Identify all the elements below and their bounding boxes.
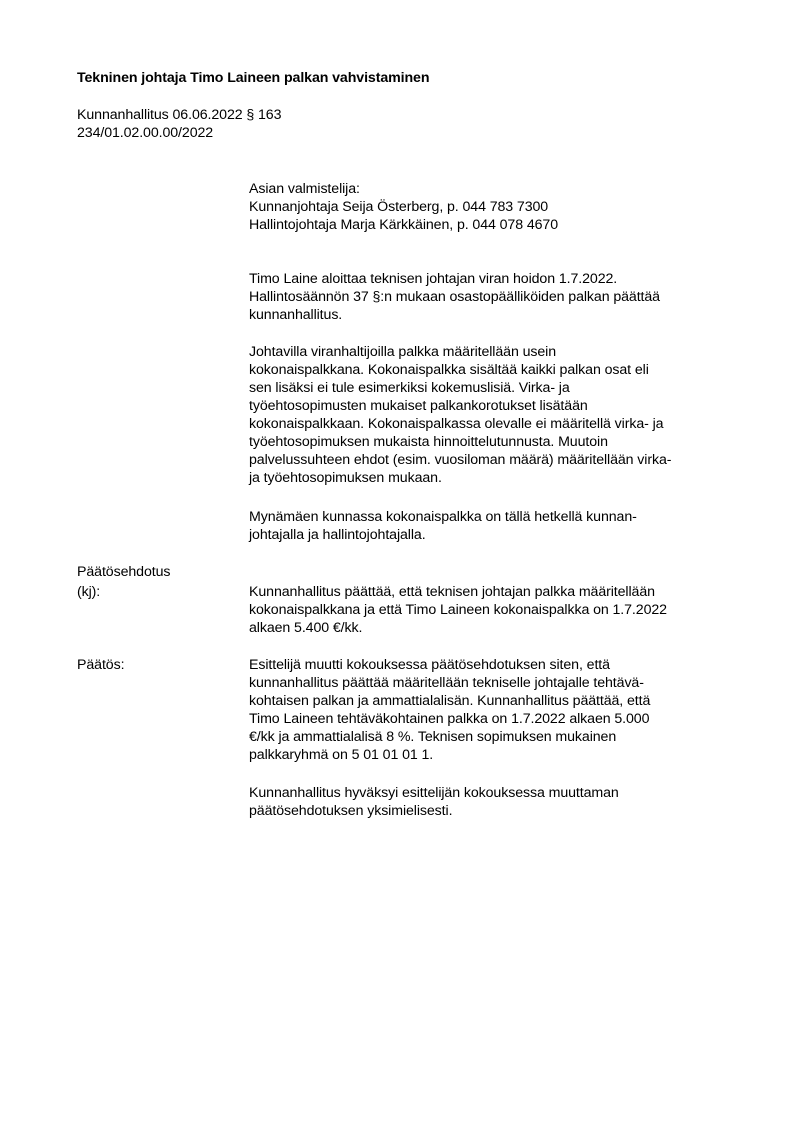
text-line: alkaen 5.400 €/kk. [249,620,363,636]
preparer-line: Kunnanjohtaja Seija Österberg, p. 044 783 7300 [249,199,549,215]
record-number: 234/01.02.00.00/2022 [77,125,214,141]
text-line: Mynämäen kunnassa kokonaispalkka on tällä hetkellä kunnan- [249,509,637,525]
text-line: kunnanhallitus päättää määritellään tekniselle johtajalle tehtävä- [249,675,644,691]
text-line: sen lisäksi ei tule esimerkiksi kokemuslisiä. Virka- ja [249,380,570,396]
proposal-label: Päätösehdotus [77,564,171,580]
text-line: Kunnanhallitus hyväksyi esittelijän kokouksessa muuttaman [249,785,619,801]
decision-label: Päätös: [77,657,125,673]
meeting-line: Kunnanhallitus 06.06.2022 § 163 [77,107,282,123]
preparers-heading: Asian valmistelija: [249,181,360,197]
text-line: kokonaispalkkaan. Kokonaispalkassa olevalle ei määritellä virka- ja [249,416,664,432]
text-line: palkkaryhmä on 5 01 01 01 1. [249,747,434,763]
text-line: €/kk ja ammattialalisä 8 %. Teknisen sopimuksen mukainen [249,729,617,745]
text-line: Timo Laineen tehtäväkohtainen palkka on 1.7.2022 alkaen 5.000 [249,711,650,727]
document-title: Tekninen johtaja Timo Laineen palkan vahvistaminen [77,70,430,86]
preparer-line: Hallintojohtaja Marja Kärkkäinen, p. 044 078 4670 [249,217,559,233]
text-line: kohtaisen palkan ja ammattialalisän. Kunnanhallitus päättää, että [249,693,651,709]
proposal-label-suffix: (kj): [77,584,101,600]
text-line: työehtosopimusten mukaiset palkankorotukset lisätään [249,398,588,414]
text-line: kunnanhallitus. [249,307,343,323]
text-line: päätösehdotuksen yksimielisesti. [249,803,453,819]
text-line: johtajalla ja hallintojohtajalla. [249,527,426,543]
text-line: kokonaispalkkana. Kokonaispalkka sisältää kaikki palkan osat eli [249,362,649,378]
text-line: Timo Laine aloittaa teknisen johtajan viran hoidon 1.7.2022. [249,271,618,287]
text-line: kokonaispalkkana ja että Timo Laineen kokonaispalkka on 1.7.2022 [249,602,667,618]
text-line: Kunnanhallitus päättää, että teknisen johtajan palkka määritellään [249,584,655,600]
text-line: palvelussuhteen ehdot (esim. vuosiloman määrä) määritellään virka- [249,452,672,468]
text-line: Hallintosäännön 37 §:n mukaan osastopäälliköiden palkan päättää [249,289,660,305]
text-line: Johtavilla viranhaltijoilla palkka määritellään usein [249,344,556,360]
text-line: ja työehtosopimuksen mukaan. [249,470,442,486]
text-line: Esittelijä muutti kokouksessa päätösehdotuksen siten, että [249,657,610,673]
text-line: työehtosopimuksen mukaista hinnoittelutunnusta. Muutoin [249,434,608,450]
